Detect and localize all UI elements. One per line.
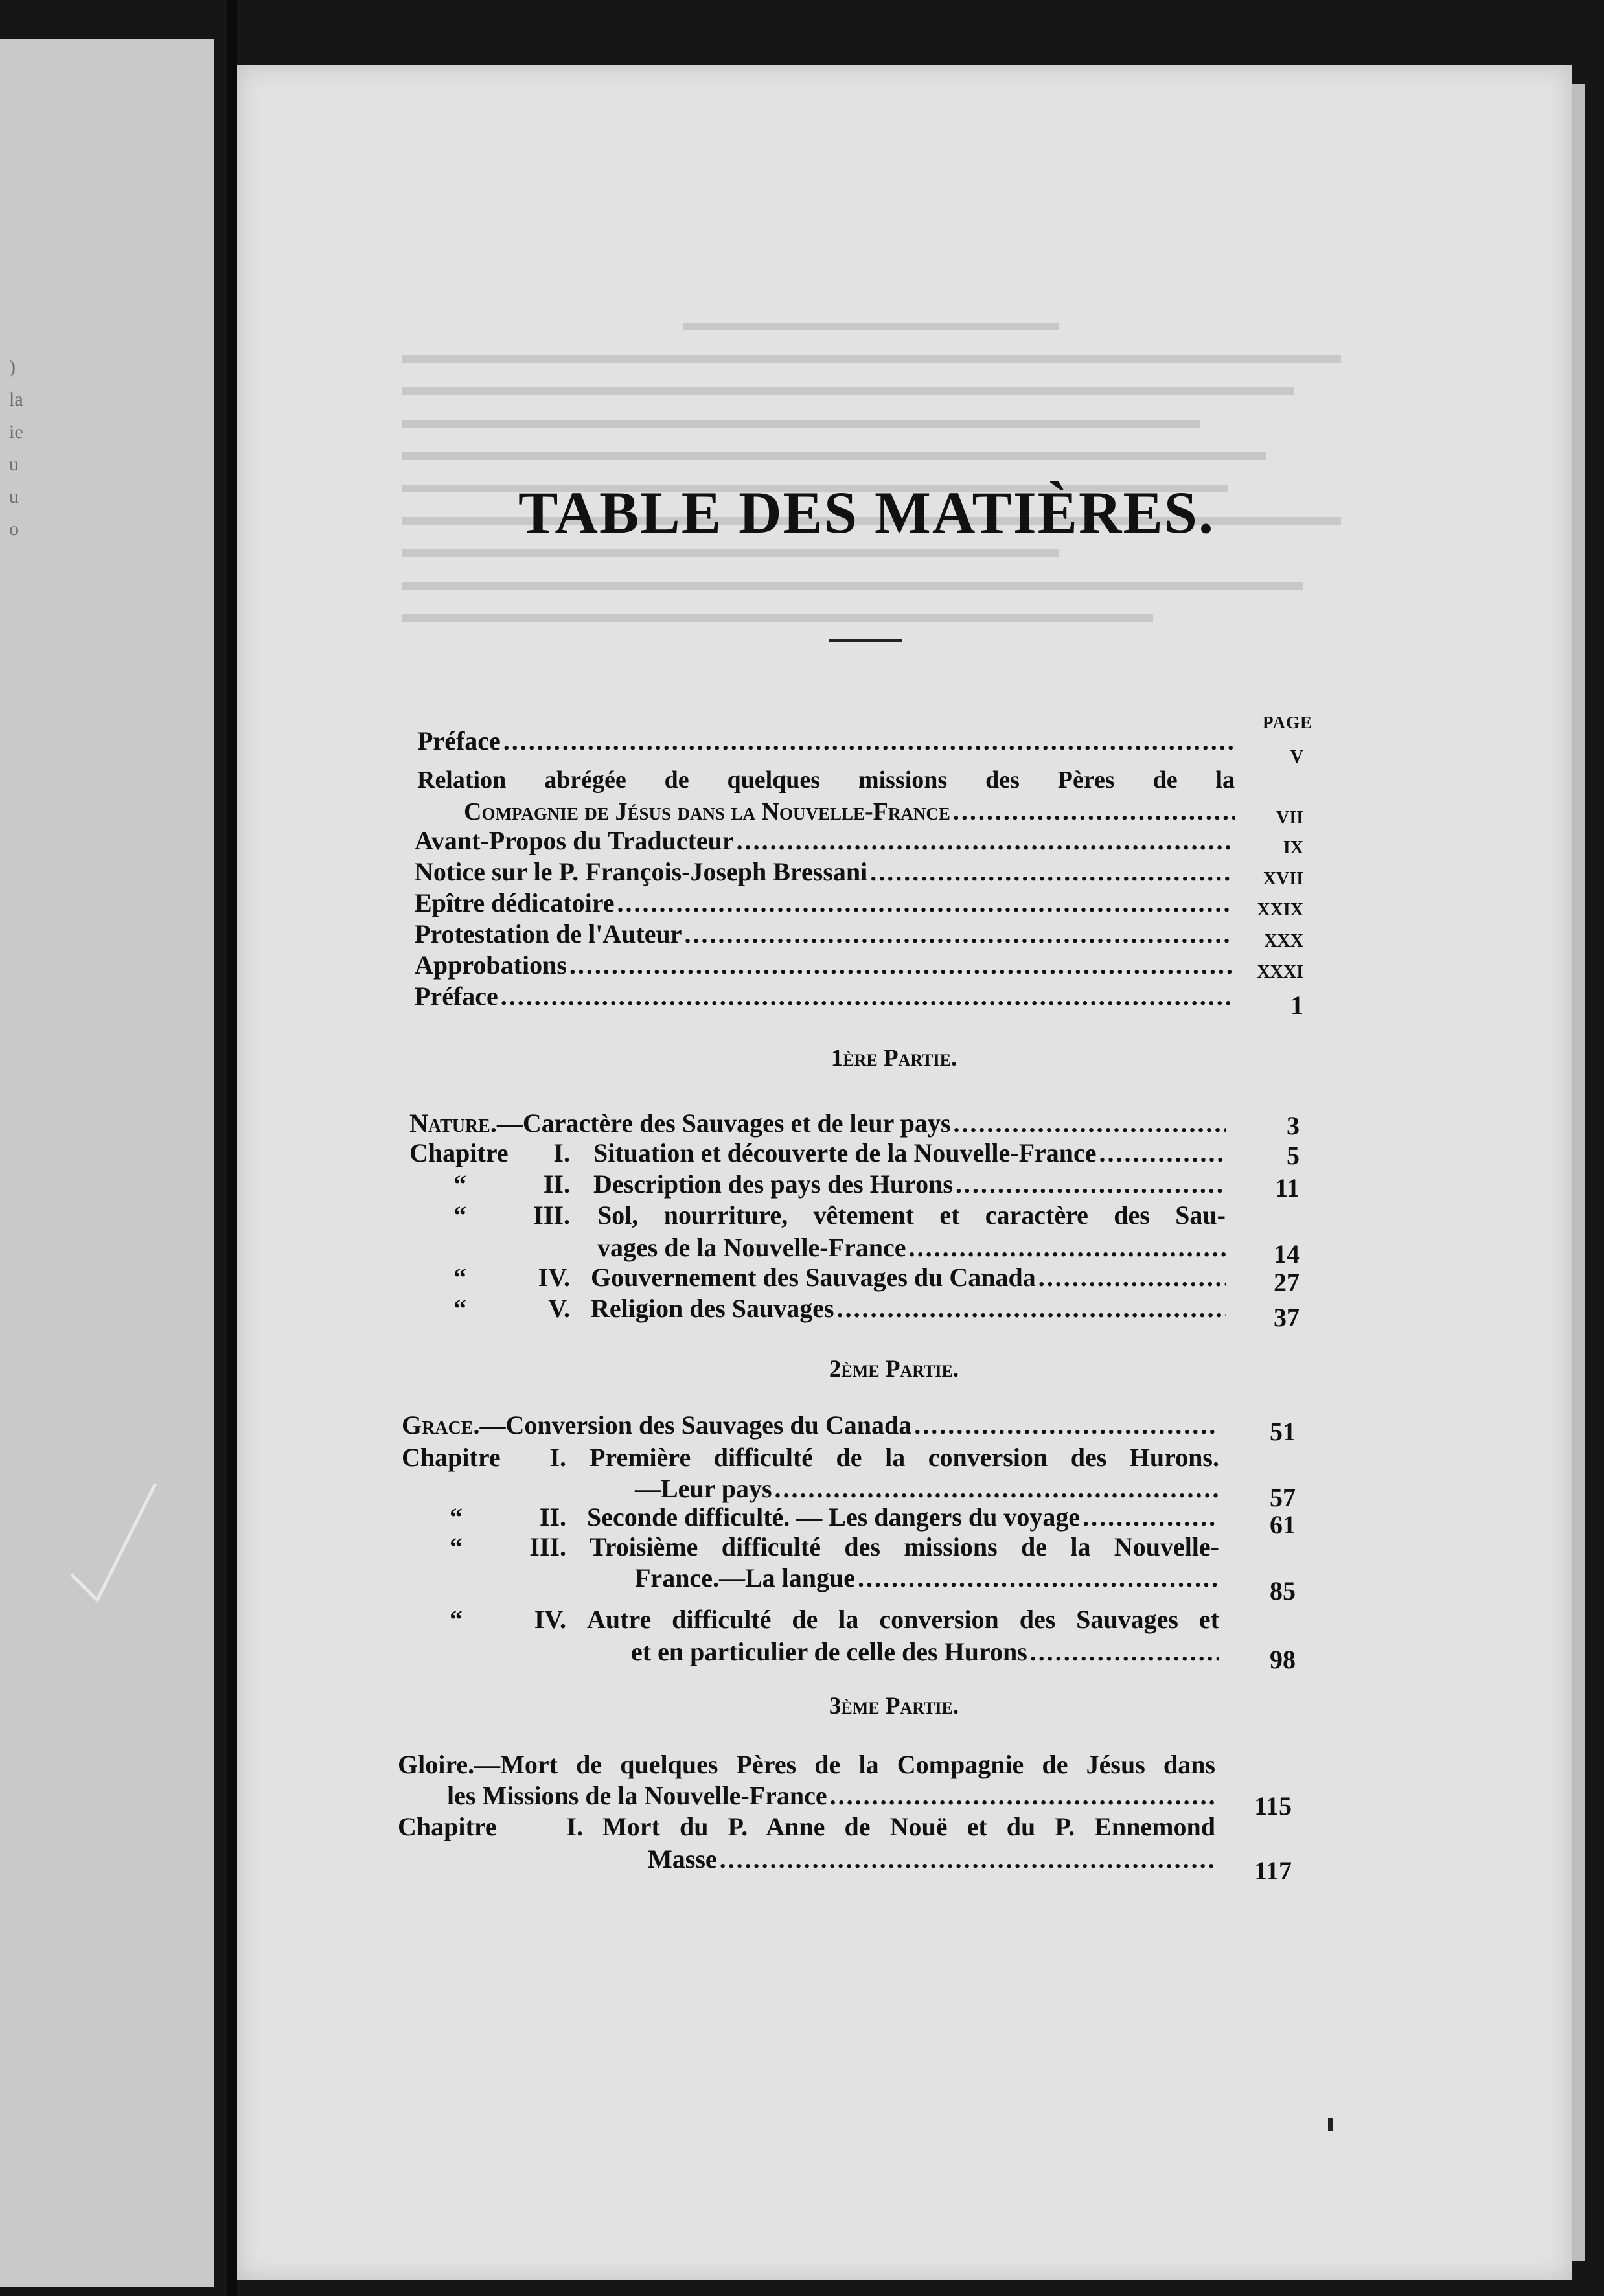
part-theme-entry (398, 1749, 1215, 1780)
toc-page-number: ix (1283, 830, 1303, 859)
leader-dots (501, 981, 1232, 1011)
pencil-check-mark-icon (58, 1477, 162, 1607)
toc-page-number: xvii (1263, 861, 1303, 890)
leader-dots (830, 1780, 1215, 1811)
adjacent-page-strip (0, 39, 214, 2287)
page-column-header: PAGE (1263, 713, 1312, 732)
toc-page-number: 5 (1287, 1141, 1300, 1170)
toc-page-number: 98 (1270, 1645, 1296, 1674)
bleed-mark: u (9, 486, 19, 507)
part-theme-entry (402, 1410, 1219, 1440)
toc-page-number: 51 (1270, 1417, 1296, 1446)
part-theme-entry (409, 1108, 1226, 1138)
ink-speck (1328, 2118, 1333, 2131)
chapter-title: Autre difficulté de la conversion des Sauvages et (587, 1605, 1219, 1634)
page-edge (1572, 84, 1585, 2261)
leader-dots (1030, 1636, 1219, 1667)
ditto-mark: “ (450, 1502, 463, 1532)
part-heading: 2ème Partie. (829, 1356, 959, 1383)
leader-dots (503, 726, 1235, 756)
page-title: TABLE DES MATIÈRES. (518, 479, 1215, 545)
part-theme: Gloire. (398, 1750, 475, 1779)
ditto-mark: “ (453, 1169, 466, 1199)
chapter-number: III. (529, 1532, 566, 1561)
toc-entry (415, 888, 1232, 917)
leader-dots (720, 1844, 1215, 1874)
chapter-entry (587, 1502, 1219, 1532)
chapter-entry (635, 1563, 1219, 1592)
chapter-title-cont: France.—La langue (635, 1563, 855, 1592)
toc-page-number: 85 (1270, 1576, 1296, 1605)
chapter-prefix: Chapitre (398, 1812, 497, 1841)
toc-page-number: 11 (1275, 1173, 1300, 1202)
chapter-title: Mort du P. Anne de Nouë et du P. Ennemond (602, 1812, 1215, 1841)
toc-page-number: 37 (1274, 1303, 1300, 1332)
toc-page-number: 115 (1254, 1791, 1292, 1820)
chapter-entry (648, 1844, 1215, 1874)
chapter-title-cont: —Leur pays (635, 1474, 772, 1503)
title-rule (829, 639, 902, 642)
toc-entry-label: Notice sur le P. François-Joseph Bressani (415, 857, 868, 886)
bleed-mark: ie (9, 421, 23, 442)
chapter-number: I. (553, 1138, 570, 1167)
part-theme-text: —Mort de quelques Pères de la Compagnie de Jésus dans (474, 1750, 1215, 1779)
ditto-mark: “ (453, 1294, 466, 1323)
part-theme-entry-cont (447, 1780, 1215, 1810)
leader-dots (956, 1169, 1226, 1199)
leader-dots (1038, 1262, 1226, 1292)
toc-page-number: vii (1276, 800, 1303, 829)
chapter-title-cont: Masse (648, 1844, 717, 1874)
leader-dots (1083, 1502, 1219, 1532)
bleed-mark: ) (9, 356, 16, 378)
chapter-number: I. (549, 1443, 566, 1472)
toc-entry-label: Relation abrégée de quelques missions des Pères de la (417, 766, 1235, 794)
chapter-number: II. (543, 1169, 570, 1199)
leader-dots (953, 796, 1235, 826)
toc-entry (417, 726, 1235, 755)
leader-dots (617, 888, 1232, 918)
chapter-prefix: Chapitre (402, 1443, 501, 1472)
toc-entry-label: Epître dédicatoire (415, 888, 615, 917)
toc-entry (415, 919, 1232, 948)
chapter-title: Gouvernement des Sauvages du Canada (591, 1263, 1036, 1292)
toc-entry (415, 825, 1232, 855)
part-theme-text: —Caractère des Sauvages et de leur pays (496, 1108, 951, 1138)
chapter-number: III. (533, 1200, 570, 1230)
leader-dots (837, 1293, 1226, 1324)
toc-page-number: 1 (1290, 991, 1303, 1020)
leader-dots (569, 950, 1232, 980)
book-spine (227, 0, 237, 2296)
bleed-mark: u (9, 453, 19, 475)
toc-entry-label: Avant-Propos du Traducteur (415, 826, 734, 855)
ditto-mark: “ (453, 1200, 466, 1230)
toc-page-number: 27 (1274, 1268, 1300, 1297)
leader-dots (870, 856, 1232, 887)
toc-entry (464, 796, 1235, 825)
toc-page-number: xxx (1264, 923, 1303, 952)
chapter-title: Description des pays des Hurons (593, 1169, 953, 1199)
part-theme: Grace. (402, 1410, 480, 1440)
chapter-title: Situation et découverte de la Nouvelle-France (593, 1138, 1097, 1167)
toc-page-number: xxix (1257, 892, 1303, 921)
toc-entry (415, 981, 1232, 1011)
leader-dots (914, 1410, 1219, 1440)
part-heading: 1ère Partie. (831, 1045, 957, 1072)
part-theme-text: —Conversion des Sauvages du Canada (479, 1410, 912, 1440)
chapter-title: Troisième difficulté des missions de la Nouvelle- (590, 1532, 1219, 1561)
toc-entry (415, 950, 1232, 980)
ditto-mark: “ (453, 1263, 466, 1292)
chapter-entry (635, 1473, 1219, 1503)
part-heading: 3ème Partie. (829, 1693, 959, 1719)
chapter-title: Première difficulté de la conversion des Hurons. (590, 1443, 1219, 1472)
bleed-mark: o (9, 518, 19, 540)
part-theme: Nature. (409, 1108, 497, 1138)
chapter-title-cont: vages de la Nouvelle-France (597, 1233, 906, 1262)
chapter-title: Sol, nourriture, vêtement et caractère des Sau- (597, 1200, 1226, 1230)
toc-page-number: 57 (1270, 1483, 1296, 1512)
chapter-entry (593, 1138, 1226, 1167)
toc-page-number: 61 (1270, 1510, 1296, 1539)
chapter-entry (593, 1169, 1226, 1199)
chapter-entry (591, 1262, 1226, 1292)
leader-dots (685, 919, 1232, 949)
chapter-number: IV. (534, 1605, 566, 1634)
leader-dots (909, 1232, 1226, 1263)
ditto-mark: “ (450, 1605, 463, 1634)
chapter-number: V. (548, 1294, 570, 1323)
ditto-mark: “ (450, 1532, 463, 1561)
toc-page-number: v (1290, 739, 1303, 768)
chapter-title: Religion des Sauvages (591, 1294, 834, 1323)
toc-entry-label: Protestation de l'Auteur (415, 919, 682, 948)
leader-dots (775, 1473, 1219, 1504)
chapter-entry (591, 1293, 1226, 1323)
leader-dots (737, 825, 1232, 856)
bleed-mark: la (9, 389, 23, 410)
toc-page-number: 117 (1254, 1856, 1292, 1885)
toc-entry-label: Compagnie de Jésus dans la Nouvelle-France (464, 798, 950, 825)
toc-page-number: xxxi (1257, 954, 1303, 983)
chapter-title: Seconde difficulté. — Les dangers du voyage (587, 1502, 1081, 1532)
toc-page-number: 3 (1287, 1111, 1300, 1140)
chapter-entry (597, 1232, 1226, 1262)
chapter-number: II. (539, 1502, 566, 1532)
toc-entry (415, 856, 1232, 886)
leader-dots (954, 1108, 1226, 1138)
chapter-title-cont: et en particulier de celle des Hurons (631, 1637, 1027, 1666)
toc-entry-label: Préface (415, 982, 498, 1011)
leader-dots (858, 1563, 1219, 1593)
toc-entry-label: Approbations (415, 950, 567, 980)
leader-dots (1099, 1138, 1226, 1168)
part-theme-text-cont: les Missions de la Nouvelle-France (447, 1781, 827, 1810)
toc-page-number: 14 (1274, 1239, 1300, 1269)
chapter-prefix: Chapitre (409, 1138, 509, 1167)
chapter-number: I. (566, 1812, 583, 1841)
toc-entry-label: Préface (417, 726, 501, 755)
chapter-entry (631, 1636, 1219, 1666)
chapter-number: IV. (538, 1263, 570, 1292)
